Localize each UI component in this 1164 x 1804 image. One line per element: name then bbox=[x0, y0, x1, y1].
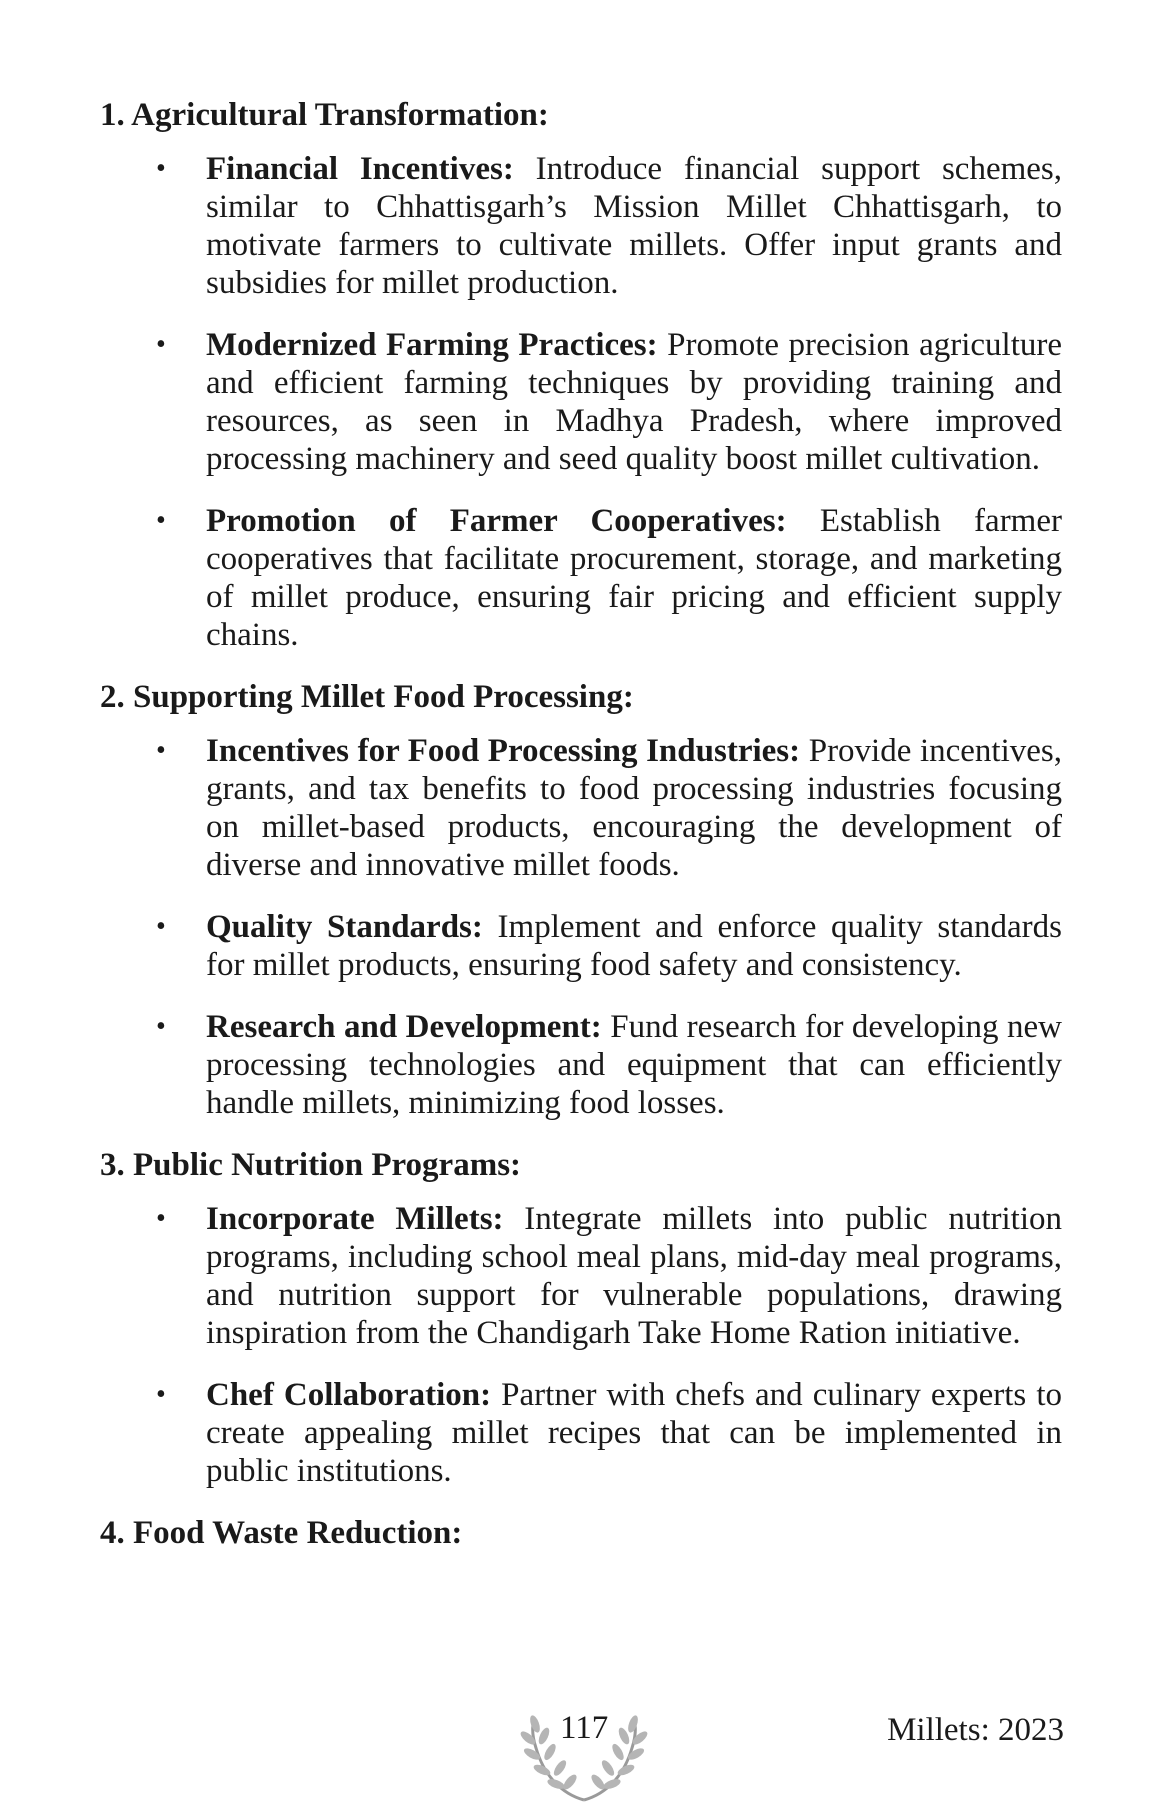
item-lead: Chef Collaboration: bbox=[206, 1377, 492, 1413]
item-text: Provide incentives, grants, and tax benefits to food processing industries focusing on millet-based products, encouraging the development of diverse and innovative millet foods. bbox=[206, 733, 1062, 883]
list-item bbox=[100, 326, 1062, 478]
page-body bbox=[100, 96, 1062, 1568]
item-text: Establish farmer cooperatives that facilitate procurement, storage, and marketing of millet produce, ensuring fair pricing and efficient supply chains. bbox=[206, 503, 1062, 653]
section-heading: 2. Supporting Millet Food Processing: bbox=[100, 679, 634, 715]
page-footer bbox=[0, 1704, 1164, 1800]
item-text: Implement and enforce quality standards for millet products, ensuring food safety and consistency. bbox=[206, 909, 1062, 983]
list-item bbox=[100, 1200, 1062, 1352]
bullet-icon: • bbox=[156, 505, 166, 536]
page-number: 117 bbox=[560, 1710, 609, 1746]
bullet-icon: • bbox=[156, 735, 166, 766]
list-item bbox=[100, 1376, 1062, 1490]
list-item bbox=[100, 908, 1062, 984]
item-lead: Promotion of Farmer Cooperatives: bbox=[206, 503, 787, 539]
item-lead: Quality Standards: bbox=[206, 909, 483, 945]
publication-title: Millets: 2023 bbox=[887, 1712, 1064, 1748]
section-millet-food-processing bbox=[100, 678, 1062, 1122]
bullet-icon: • bbox=[156, 911, 166, 942]
item-text: Promote precision agriculture and efficient farming techniques by providing training and resources, as seen in Madhya Pradesh, where improved processing machinery and seed quality boost millet cultivation. bbox=[206, 327, 1062, 477]
bullet-icon: • bbox=[156, 1011, 166, 1042]
item-lead: Research and Development: bbox=[206, 1009, 602, 1045]
bullet-icon: • bbox=[156, 329, 166, 360]
section-heading: 4. Food Waste Reduction: bbox=[100, 1515, 463, 1551]
item-text: Integrate millets into public nutrition programs, including school meal plans, mid-day meal programs, and nutrition support for vulnerable populations, drawing inspiration from the Chandigarh Take Home Ration initiative. bbox=[206, 1201, 1062, 1351]
item-lead: Modernized Farming Practices: bbox=[206, 327, 658, 363]
section-heading: 1. Agricultural Transformation: bbox=[100, 97, 549, 133]
section-food-waste-reduction bbox=[100, 1514, 1062, 1552]
item-lead: Incorporate Millets: bbox=[206, 1201, 504, 1237]
list-item bbox=[100, 150, 1062, 302]
list-item bbox=[100, 502, 1062, 654]
bullet-icon: • bbox=[156, 1203, 166, 1234]
section-public-nutrition-programs bbox=[100, 1146, 1062, 1490]
item-text: Partner with chefs and culinary experts to create appealing millet recipes that can be implemented in public institutions. bbox=[206, 1377, 1062, 1489]
item-text: Fund research for developing new processing technologies and equipment that can efficiently handle millets, minimizing food losses. bbox=[206, 1009, 1063, 1121]
section-heading: 3. Public Nutrition Programs: bbox=[100, 1147, 522, 1183]
bullet-icon: • bbox=[156, 153, 166, 184]
section-agricultural-transformation bbox=[100, 96, 1062, 654]
item-text: Introduce financial support schemes, similar to Chhattisgarh’s Mission Millet Chhattisgarh, to motivate farmers to cultivate millets. Offer input grants and subsidies for millet production. bbox=[206, 151, 1062, 301]
item-lead: Financial Incentives: bbox=[206, 151, 514, 187]
item-lead: Incentives for Food Processing Industries: bbox=[206, 733, 801, 769]
list-item bbox=[100, 1008, 1062, 1122]
list-item bbox=[100, 732, 1062, 884]
bullet-icon: • bbox=[156, 1379, 166, 1410]
